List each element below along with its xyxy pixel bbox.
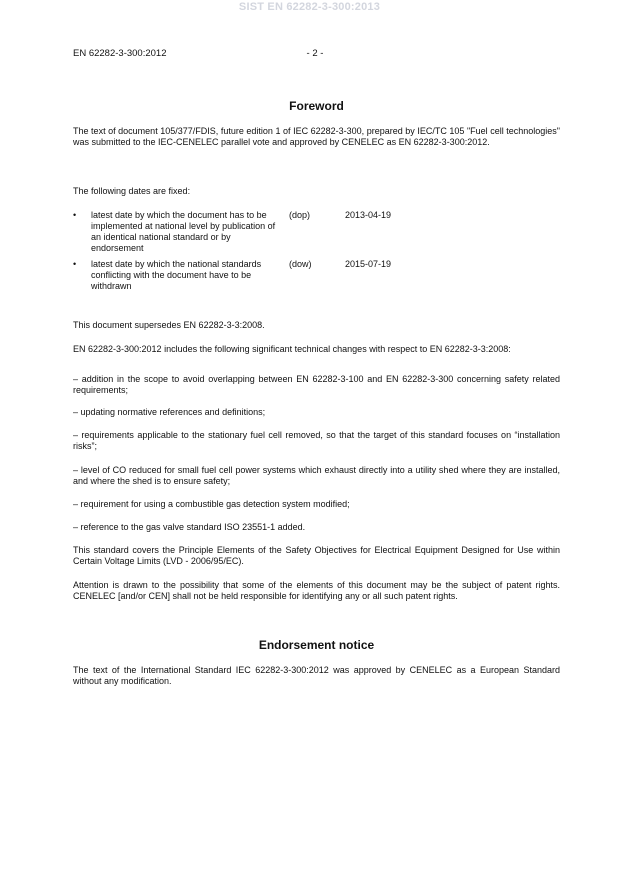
watermark: SIST EN 62282-3-300:2013 <box>238 1 381 13</box>
document-id: EN 62282-3-300:2012 <box>73 48 167 59</box>
change-item: – addition in the scope to avoid overlapping between EN 62282-3-100 and EN 62282-3-300 concerning safety related requirements; <box>73 374 560 395</box>
page-number: - 2 - <box>306 48 324 59</box>
foreword-intro: The text of document 105/377/FDIS, future edition 1 of IEC 62282-3-300, prepared by IEC/TC 105 "Fuel cell technologies" was submitted to the IEC-CENELEC parallel vote and approved by CENELEC as EN 62282-3-300:2012. <box>73 126 560 147</box>
date-abbreviation: (dop) <box>289 210 311 220</box>
date-value: 2013-04-19 <box>345 210 392 220</box>
foreword-title: Foreword <box>289 99 344 113</box>
date-value: 2015-07-19 <box>345 259 392 269</box>
date-description: latest date by which the document has to be implemented at national level by publication of an identical national standard or by endorsement <box>91 210 276 253</box>
change-item: – level of CO reduced for small fuel cell power systems which exhaust directly into a utility shed where they are installed, and where the shed is to ensure safety; <box>73 465 560 486</box>
bullet: • <box>73 210 77 220</box>
supersedes-statement: This document supersedes EN 62282-3-3:2008. <box>73 320 265 330</box>
date-description: latest date by which the national standards conflicting with the document have to be withdrawn <box>91 259 262 291</box>
endorsement-title: Endorsement notice <box>258 638 375 652</box>
patent-statement: Attention is drawn to the possibility that some of the elements of this document may be the subject of patent rights. CENELEC [and/or CEN] shall not be held responsible for identifying any or all such patent rights. <box>73 580 560 601</box>
change-item: – requirements applicable to the stationary fuel cell removed, so that the target of this standard focuses on “installation risks”; <box>73 430 560 451</box>
changes-intro: EN 62282-3-300:2012 includes the following significant technical changes with respect to EN 62282-3-3:2008: <box>73 344 511 354</box>
endorsement-text: The text of the International Standard IEC 62282-3-300:2012 was approved by CENELEC as a European Standard without any modification. <box>73 665 560 686</box>
bullet: • <box>73 259 77 269</box>
dates-intro: The following dates are fixed: <box>73 186 191 196</box>
date-abbreviation: (dow) <box>289 259 312 269</box>
change-item: – requirement for using a combustible gas detection system modified; <box>73 499 350 509</box>
change-item: – updating normative references and definitions; <box>73 407 266 417</box>
principle-statement: This standard covers the Principle Elements of the Safety Objectives for Electrical Equipment Designed for Use within Certain Voltage Limits (LVD - 2006/95/EC). <box>73 545 560 566</box>
change-item: – reference to the gas valve standard ISO 23551-1 added. <box>73 522 306 532</box>
